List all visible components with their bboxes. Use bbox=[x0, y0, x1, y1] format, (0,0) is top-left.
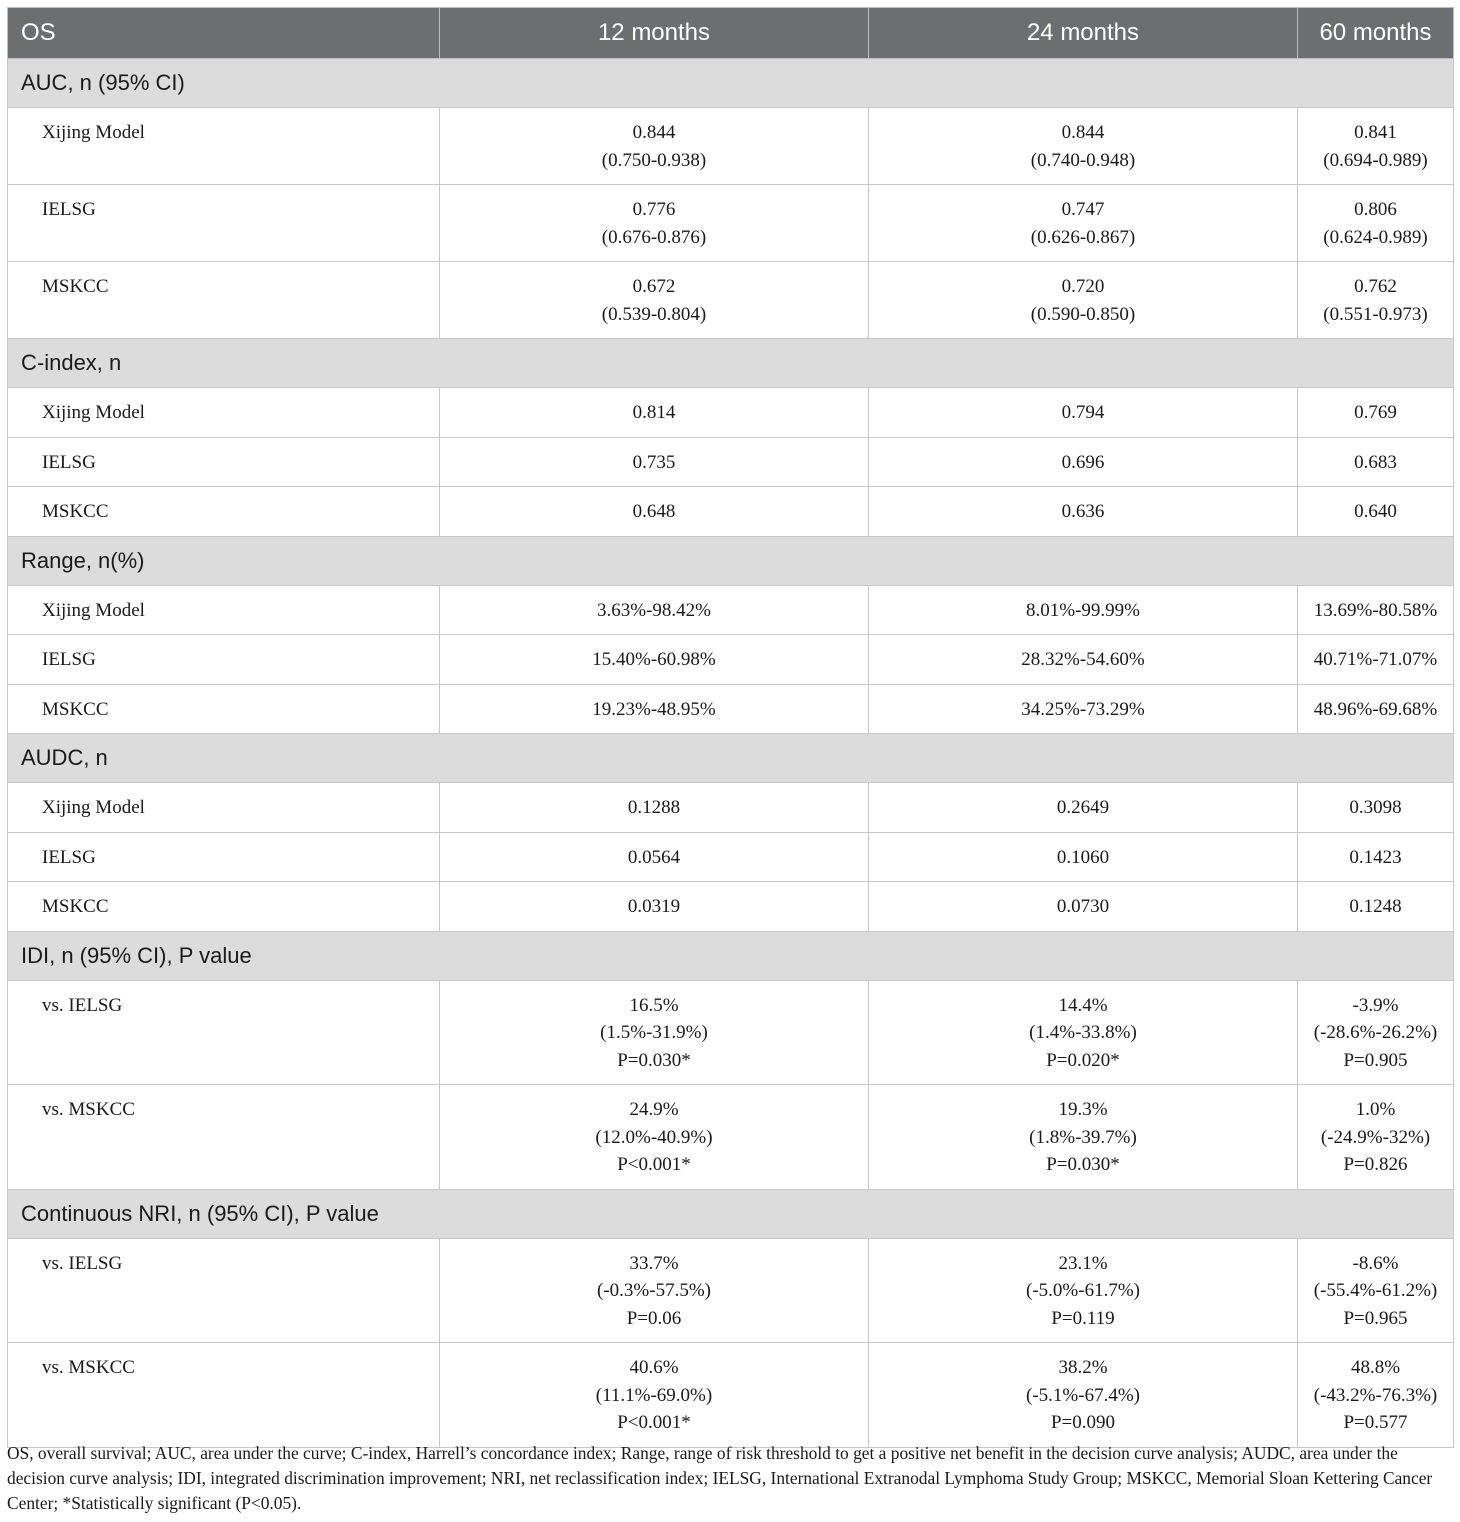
value-line: 0.672 bbox=[632, 276, 676, 297]
value-line: 3.63%-98.42% bbox=[597, 599, 711, 621]
value-line: P=0.965 bbox=[1343, 1307, 1408, 1329]
value-cell bbox=[869, 388, 1298, 438]
table-row bbox=[8, 487, 1454, 537]
row-label: MSKCC bbox=[8, 262, 440, 339]
table-row bbox=[8, 262, 1454, 339]
value-line: -8.6% bbox=[1352, 1252, 1399, 1274]
section-row-cindex bbox=[8, 339, 1454, 388]
value-cell bbox=[869, 108, 1298, 185]
value-cell bbox=[440, 487, 869, 537]
value-cell bbox=[1298, 585, 1454, 635]
value-cell bbox=[869, 487, 1298, 537]
value-line: (0.624-0.989) bbox=[1323, 226, 1428, 248]
value-cell bbox=[440, 1085, 869, 1190]
value-line: P=0.020* bbox=[1046, 1049, 1120, 1071]
value-cell bbox=[869, 635, 1298, 685]
value-cell bbox=[440, 388, 869, 438]
value-line: 0.762 bbox=[1354, 276, 1397, 297]
value-line: 0.806 bbox=[1354, 199, 1397, 220]
value-line: 0.0319 bbox=[627, 896, 681, 917]
header-cell-os: OS bbox=[8, 8, 440, 59]
value-cell bbox=[1298, 635, 1454, 685]
value-cell bbox=[1298, 262, 1454, 339]
value-cell bbox=[869, 980, 1298, 1085]
header-cell-12-months: 12 months bbox=[440, 8, 869, 59]
value-cell bbox=[1298, 684, 1454, 734]
value-cell bbox=[869, 1085, 1298, 1190]
section-title: C-index, n bbox=[8, 339, 1454, 388]
value-cell bbox=[440, 783, 869, 833]
value-line: -3.9% bbox=[1352, 994, 1399, 1016]
value-cell bbox=[1298, 882, 1454, 932]
value-line: P=0.030* bbox=[617, 1049, 691, 1071]
row-label: vs. IELSG bbox=[8, 980, 440, 1085]
value-cell bbox=[440, 108, 869, 185]
value-cell bbox=[1298, 1238, 1454, 1343]
results-table-container bbox=[7, 7, 1453, 1448]
table-footnote: OS, overall survival; AUC, area under the curve; C-index, Harrell’s concordance index; Range, range of risk threshold to get a positive net benefit in the decision curve analysis; AUDC, area under the decision curve analysis; IDI, integrated discrimination improvement; NRI, net reclassification index; IELSG, International Extranodal Lymphoma Study Group; MSKCC, Memorial Sloan Kettering Cancer Center; *Statistically significant (P<0.05). bbox=[7, 1443, 1433, 1513]
table-row bbox=[8, 585, 1454, 635]
value-line: 0.683 bbox=[1354, 451, 1397, 473]
table-row bbox=[8, 783, 1454, 833]
row-label: Xijing Model bbox=[8, 783, 440, 833]
value-line: 0.776 bbox=[632, 199, 676, 220]
section-row-auc bbox=[8, 59, 1454, 108]
table-row bbox=[8, 185, 1454, 262]
value-line: 0.2649 bbox=[1056, 797, 1110, 818]
section-row-idi bbox=[8, 931, 1454, 980]
row-label: IELSG bbox=[8, 437, 440, 487]
value-cell bbox=[440, 635, 869, 685]
value-line: 0.844 bbox=[632, 122, 676, 143]
value-line: 0.1288 bbox=[627, 797, 681, 818]
value-cell bbox=[869, 1343, 1298, 1448]
section-title: AUC, n (95% CI) bbox=[8, 59, 1454, 108]
value-cell bbox=[440, 832, 869, 882]
value-cell bbox=[440, 1238, 869, 1343]
row-label: IELSG bbox=[8, 635, 440, 685]
value-cell bbox=[869, 684, 1298, 734]
value-line: (1.5%-31.9%) bbox=[600, 1022, 708, 1043]
row-label: vs. MSKCC bbox=[8, 1085, 440, 1190]
row-label: vs. IELSG bbox=[8, 1238, 440, 1343]
value-line: (-5.1%-67.4%) bbox=[1026, 1384, 1140, 1406]
value-cell bbox=[1298, 980, 1454, 1085]
value-cell bbox=[869, 783, 1298, 833]
value-line: (-43.2%-76.3%) bbox=[1313, 1384, 1438, 1406]
value-cell bbox=[869, 1238, 1298, 1343]
value-line: 14.4% bbox=[1058, 994, 1108, 1016]
value-line: 0.696 bbox=[1061, 451, 1105, 473]
value-line: P=0.090 bbox=[1050, 1412, 1116, 1433]
value-line: 19.23%-48.95% bbox=[592, 698, 716, 720]
value-cell bbox=[1298, 185, 1454, 262]
row-label: Xijing Model bbox=[8, 108, 440, 185]
value-line: 0.814 bbox=[632, 402, 676, 423]
table-row bbox=[8, 882, 1454, 932]
value-line: P=0.826 bbox=[1343, 1154, 1408, 1175]
value-line: (-55.4%-61.2%) bbox=[1313, 1280, 1438, 1301]
table-row bbox=[8, 388, 1454, 438]
table-row bbox=[8, 108, 1454, 185]
value-line: (1.4%-33.8%) bbox=[1029, 1022, 1137, 1043]
section-title: AUDC, n bbox=[8, 734, 1454, 783]
row-label: IELSG bbox=[8, 832, 440, 882]
value-line: (11.1%-69.0%) bbox=[595, 1384, 713, 1406]
table-row bbox=[8, 1085, 1454, 1190]
section-row-nri bbox=[8, 1189, 1454, 1238]
header-cell-24-months: 24 months bbox=[869, 8, 1298, 59]
value-cell bbox=[440, 185, 869, 262]
section-title: Range, n(%) bbox=[8, 536, 1454, 585]
table-row bbox=[8, 684, 1454, 734]
value-line: 1.0% bbox=[1355, 1099, 1396, 1120]
value-line: 0.1423 bbox=[1349, 846, 1402, 868]
value-line: (0.626-0.867) bbox=[1030, 226, 1136, 248]
table-row bbox=[8, 1343, 1454, 1448]
value-line: 0.3098 bbox=[1349, 797, 1402, 818]
value-line: 0.1060 bbox=[1056, 846, 1110, 868]
value-line: 48.96%-69.68% bbox=[1313, 698, 1438, 720]
row-label: MSKCC bbox=[8, 487, 440, 537]
table-body bbox=[8, 59, 1454, 1448]
value-line: (0.551-0.973) bbox=[1323, 303, 1428, 325]
value-cell bbox=[440, 262, 869, 339]
value-cell bbox=[1298, 437, 1454, 487]
value-line: 28.32%-54.60% bbox=[1021, 649, 1145, 670]
value-line: 0.735 bbox=[632, 451, 676, 473]
value-line: (12.0%-40.9%) bbox=[595, 1126, 713, 1148]
value-line: 8.01%-99.99% bbox=[1026, 599, 1140, 621]
section-row-range bbox=[8, 536, 1454, 585]
table-row bbox=[8, 437, 1454, 487]
value-line: P<0.001* bbox=[617, 1154, 691, 1175]
value-cell bbox=[440, 437, 869, 487]
value-line: 0.747 bbox=[1061, 199, 1105, 220]
value-cell bbox=[869, 437, 1298, 487]
value-cell bbox=[1298, 108, 1454, 185]
table-row bbox=[8, 980, 1454, 1085]
value-line: 0.769 bbox=[1354, 402, 1397, 423]
value-line: P=0.119 bbox=[1051, 1307, 1115, 1329]
value-line: 0.648 bbox=[632, 501, 676, 522]
section-row-audc bbox=[8, 734, 1454, 783]
row-label: Xijing Model bbox=[8, 388, 440, 438]
value-line: 0.0564 bbox=[627, 846, 681, 868]
value-line: 34.25%-73.29% bbox=[1021, 698, 1145, 720]
row-label: Xijing Model bbox=[8, 585, 440, 635]
value-cell bbox=[440, 882, 869, 932]
value-cell bbox=[869, 832, 1298, 882]
value-cell bbox=[869, 882, 1298, 932]
value-line: 0.636 bbox=[1061, 501, 1105, 522]
value-cell bbox=[1298, 388, 1454, 438]
value-cell bbox=[440, 585, 869, 635]
value-line: (-5.0%-61.7%) bbox=[1026, 1280, 1140, 1301]
row-label: MSKCC bbox=[8, 882, 440, 932]
value-line: 15.40%-60.98% bbox=[592, 649, 716, 670]
value-cell bbox=[1298, 832, 1454, 882]
value-cell bbox=[440, 684, 869, 734]
results-table bbox=[7, 7, 1454, 1448]
value-cell bbox=[440, 1343, 869, 1448]
value-line: 0.794 bbox=[1061, 402, 1105, 423]
row-label: IELSG bbox=[8, 185, 440, 262]
value-line: 0.720 bbox=[1061, 276, 1105, 297]
value-line: 0.844 bbox=[1061, 122, 1105, 143]
value-line: 48.8% bbox=[1350, 1357, 1401, 1378]
value-line: 33.7% bbox=[629, 1252, 679, 1274]
value-line: (-28.6%-26.2%) bbox=[1313, 1022, 1438, 1043]
value-line: P=0.06 bbox=[626, 1307, 682, 1329]
value-line: (-24.9%-32%) bbox=[1320, 1126, 1431, 1148]
value-line: 16.5% bbox=[629, 994, 679, 1016]
value-line: 24.9% bbox=[629, 1099, 679, 1120]
value-line: (0.694-0.989) bbox=[1323, 149, 1428, 171]
value-cell bbox=[1298, 487, 1454, 537]
value-cell bbox=[440, 980, 869, 1085]
value-cell bbox=[869, 585, 1298, 635]
value-line: 23.1% bbox=[1058, 1252, 1108, 1274]
value-line: (0.676-0.876) bbox=[601, 226, 707, 248]
value-line: 0.640 bbox=[1354, 501, 1397, 522]
value-line: 0.1248 bbox=[1349, 896, 1402, 917]
row-label: MSKCC bbox=[8, 684, 440, 734]
value-cell bbox=[1298, 1343, 1454, 1448]
value-line: (-0.3%-57.5%) bbox=[597, 1280, 711, 1301]
table-row bbox=[8, 635, 1454, 685]
header-cell-60-months: 60 months bbox=[1298, 8, 1454, 59]
value-line: P<0.001* bbox=[617, 1412, 691, 1433]
value-cell bbox=[869, 262, 1298, 339]
value-line: (0.539-0.804) bbox=[601, 303, 707, 325]
value-line: 0.0730 bbox=[1056, 896, 1110, 917]
table-row bbox=[8, 832, 1454, 882]
section-title: Continuous NRI, n (95% CI), P value bbox=[8, 1189, 1454, 1238]
value-line: (1.8%-39.7%) bbox=[1029, 1126, 1137, 1148]
value-line: (0.740-0.948) bbox=[1030, 149, 1136, 171]
value-line: (0.750-0.938) bbox=[601, 149, 707, 171]
value-line: P=0.030* bbox=[1046, 1154, 1120, 1175]
value-cell bbox=[1298, 783, 1454, 833]
value-line: (0.590-0.850) bbox=[1030, 303, 1136, 325]
row-label: vs. MSKCC bbox=[8, 1343, 440, 1448]
value-line: 0.841 bbox=[1354, 122, 1397, 143]
value-line: 13.69%-80.58% bbox=[1313, 599, 1438, 621]
value-line: P=0.577 bbox=[1343, 1412, 1408, 1433]
table-row bbox=[8, 1238, 1454, 1343]
value-line: 40.6% bbox=[629, 1357, 679, 1378]
value-line: 40.71%-71.07% bbox=[1313, 649, 1438, 670]
value-cell bbox=[1298, 1085, 1454, 1190]
value-line: P=0.905 bbox=[1343, 1049, 1408, 1071]
section-title: IDI, n (95% CI), P value bbox=[8, 931, 1454, 980]
value-line: 38.2% bbox=[1058, 1357, 1108, 1378]
value-cell bbox=[869, 185, 1298, 262]
value-line: 19.3% bbox=[1058, 1099, 1108, 1120]
table-header-row bbox=[8, 8, 1454, 59]
